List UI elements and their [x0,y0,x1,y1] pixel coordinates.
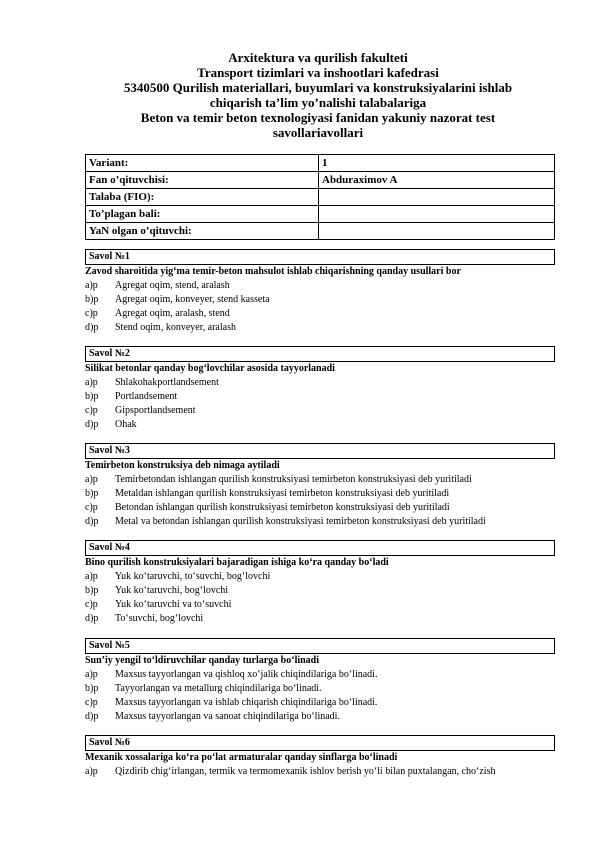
option-text: To‘suvchi, bog‘lovchi [115,613,204,624]
answer-option[interactable] [85,710,555,724]
option-text: Stend oqim, konveyer, aralash [115,322,236,333]
answer-option[interactable] [85,612,555,626]
answer-option[interactable] [85,321,555,335]
option-text: Gipsportlandsement [115,405,196,416]
option-text: Metaldan ishlangan qurilish konstruksiyasi temirbeton konstruksiyasi deb yuritiladi [115,488,450,499]
option-label: d)p [85,613,99,624]
question-6 [85,735,555,779]
info-row-student [86,189,555,206]
question-title: Savol №6 [85,735,555,751]
info-label: Talaba (FIO): [86,189,319,206]
option-label: a)p [85,280,98,291]
option-label: d)p [85,322,99,333]
option-label: d)p [85,711,99,722]
answer-option[interactable] [85,487,555,501]
answer-option[interactable] [85,307,555,321]
option-text: Agregat oqim, konveyer, stend kasseta [115,294,270,305]
answer-option[interactable] [85,473,555,487]
info-label: YaN olgan o’qituvchi: [86,223,319,240]
option-label: c)p [85,697,98,708]
option-text: Agregat oqim, aralash, stend [115,308,230,319]
option-text: Maxsus tayyorlangan va ishlab chiqarish chiqindilariga bo‘linadi. [115,697,378,708]
question-title: Savol №1 [85,249,555,265]
option-text: Temirbetondan ishlangan qurilish konstruksiyasi temirbeton konstruksiyasi deb yuritiladi [115,474,472,485]
question-1 [85,249,555,335]
answer-option[interactable] [85,515,555,529]
faculty-title: Arxitektura va qurilish fakulteti [228,50,408,65]
option-text: Metal va betondan ishlangan qurilish konstruksiyasi temirbeton konstruksiyasi deb yuritiladi [115,516,486,527]
subject-title-line2: savollariavollari [272,125,364,140]
program-title-line2: chiqarish ta’lim yo’nalishi talabalariga [209,95,427,110]
option-label: c)p [85,502,98,513]
option-text: Maxsus tayyorlangan va qishloq xo‘jalik chiqindilariga bo‘linadi. [115,669,378,680]
answer-option[interactable] [85,682,555,696]
question-text: Mexanik xossalariga ko‘ra po‘lat armaturalar qanday sinflarga bo‘linadi [85,752,398,763]
option-label: a)p [85,377,98,388]
option-text: Yuk ko‘taruvchi va to‘suvchi [115,599,232,610]
info-table [85,154,555,240]
option-label: b)p [85,683,99,694]
option-text: Portlandsement [115,391,178,402]
question-text: Temirbeton konstruksiya deb nimaga aytiladi [85,460,280,471]
info-value: Abduraximov A [319,172,555,189]
option-label: a)p [85,766,98,777]
option-label: d)p [85,419,99,430]
option-text: Agregat oqim, stend, aralash [115,280,230,291]
document-header [80,50,556,140]
option-label: b)p [85,585,99,596]
answer-option[interactable] [85,404,555,418]
option-label: b)p [85,391,99,402]
info-value: 1 [319,155,555,172]
option-label: c)p [85,308,98,319]
option-text: Tayyorlangan va metallurg chiqindilariga bo‘linadi. [115,683,322,694]
question-5 [85,638,555,724]
info-row-examiner [86,223,555,240]
answer-option[interactable] [85,376,555,390]
option-text: Maxsus tayyorlangan va sanoat chiqindilariga bo‘linadi. [115,711,340,722]
info-value [319,189,555,206]
question-text: Silikat betonlar qanday bog‘lovchilar asosida tayyorlanadi [85,363,335,374]
department-title: Transport tizimlari va inshootlari kafedrasi [197,65,439,80]
question-3 [85,443,555,529]
info-value [319,206,555,223]
info-label: To’plagan bali: [86,206,319,223]
option-label: b)p [85,488,99,499]
option-text: Ohak [115,419,137,430]
option-label: c)p [85,599,98,610]
answer-option[interactable] [85,279,555,293]
question-title: Savol №5 [85,638,555,654]
option-label: b)p [85,294,99,305]
info-label: Variant: [86,155,319,172]
answer-option[interactable] [85,390,555,404]
question-text: Bino qurilish konstruksiyalari bajaradigan ishiga ko‘ra qanday bo‘ladi [85,557,389,568]
question-title: Savol №3 [85,443,555,459]
question-2 [85,346,555,432]
answer-option[interactable] [85,668,555,682]
option-text: Shlakohakportlandsement [115,377,219,388]
question-title: Savol №4 [85,540,555,556]
answer-option[interactable] [85,293,555,307]
option-label: d)p [85,516,99,527]
info-label: Fan o’qituvchisi: [86,172,319,189]
subject-title-line1: Beton va temir beton texnologiyasi fanidan yakuniy nazorat test [140,110,496,125]
answer-option[interactable] [85,501,555,515]
program-title-line1: 5340500 Qurilish materiallari, buyumlari va konstruksiyalarini ishlab [123,80,513,95]
answer-option[interactable] [85,765,555,779]
answer-option[interactable] [85,696,555,710]
answer-option[interactable] [85,418,555,432]
option-text: Yuk ko‘taruvchi, bog‘lovchi [115,585,229,596]
option-text: Yuk ko‘taruvchi, to‘suvchi, bog‘lovchi [115,571,271,582]
info-row-teacher [86,172,555,189]
info-value [319,223,555,240]
option-text: Qizdirib chig‘irlangan, termik va termomexanik ishlov berish yo‘li bilan puxtalangan, cho‘zish [115,766,496,777]
option-text: Betondan ishlangan qurilish konstruksiyasi temirbeton konstruksiyasi deb yuritiladi [115,502,450,513]
question-4 [85,540,555,626]
answer-option[interactable] [85,598,555,612]
info-row-variant [86,155,555,172]
info-row-score [86,206,555,223]
option-label: a)p [85,474,98,485]
answer-option[interactable] [85,570,555,584]
option-label: a)p [85,669,98,680]
question-text: Zavod sharoitida yig‘ma temir-beton mahsulot ishlab chiqarishning qanday usullari bor [85,266,461,277]
question-text: Sun’iy yengil to‘ldiruvchilar qanday turlarga bo‘linadi [85,655,320,666]
answer-option[interactable] [85,584,555,598]
option-label: a)p [85,571,98,582]
option-label: c)p [85,405,98,416]
question-title: Savol №2 [85,346,555,362]
